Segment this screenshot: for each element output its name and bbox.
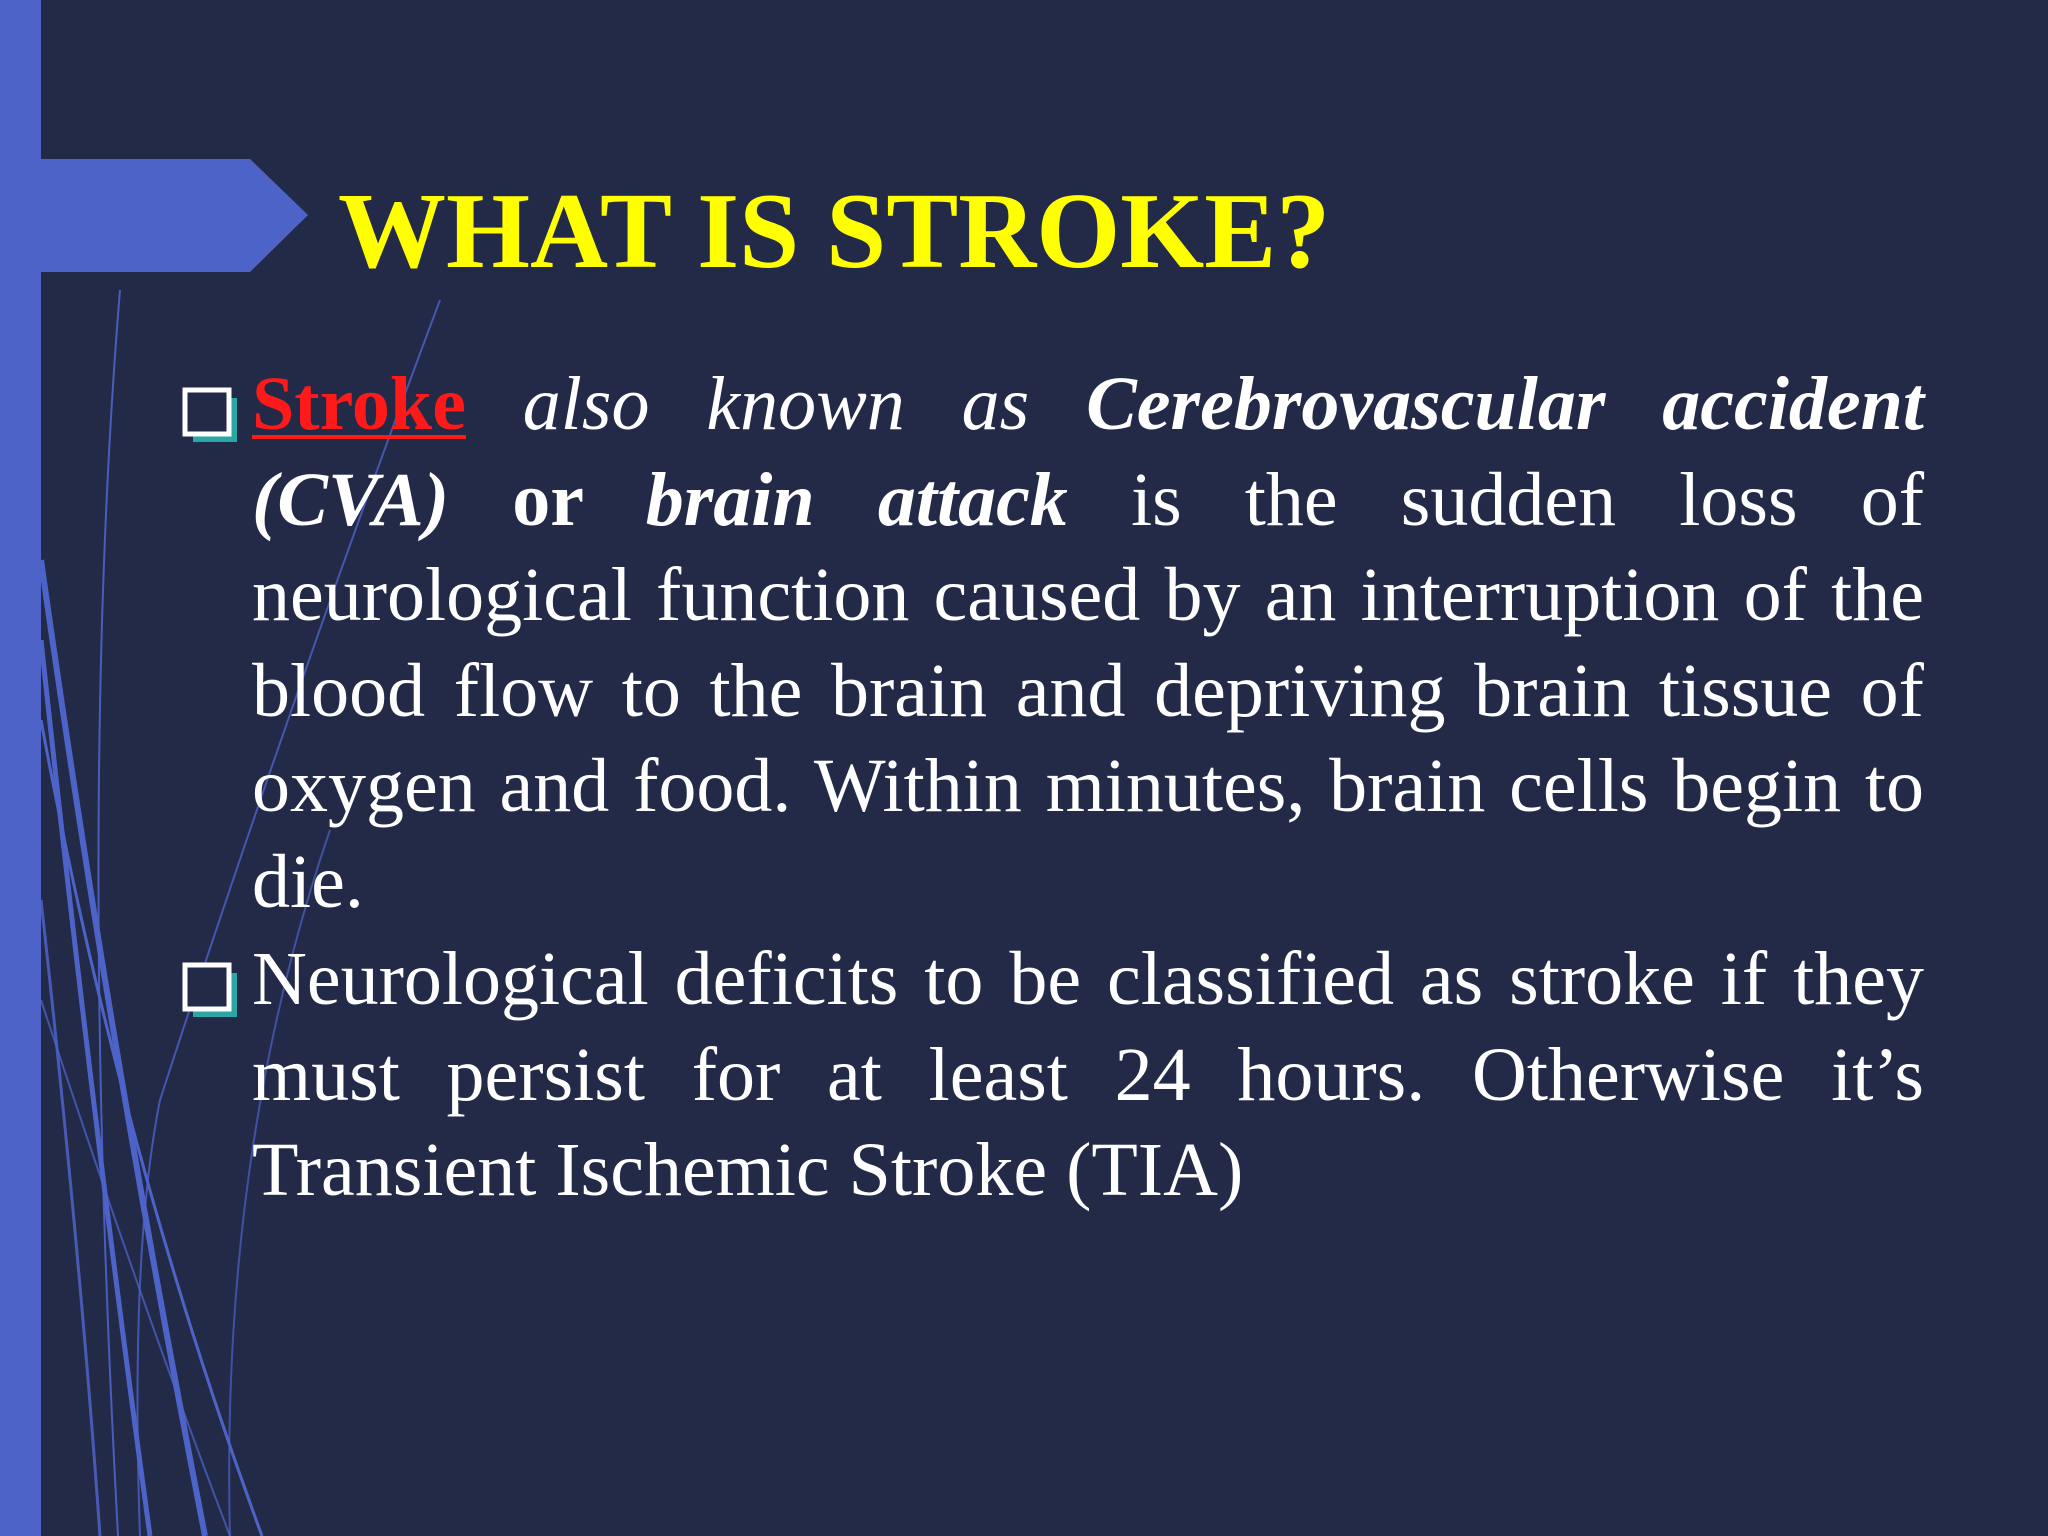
bullet-text-span: also known as	[465, 362, 1087, 446]
bullet-item	[252, 357, 1924, 930]
stroke-term: Stroke	[252, 362, 466, 446]
slide-body	[252, 357, 1924, 1219]
slide-title: WHAT IS STROKE?	[338, 172, 1331, 291]
arrow-banner-icon	[0, 159, 308, 272]
brain-attack-term: brain attack	[645, 457, 1068, 542]
square-bullet-icon	[181, 961, 241, 1021]
bullet-text-span: or	[449, 457, 646, 542]
cva-term: Cerebrovascular accident (CVA)	[252, 362, 1924, 542]
bullet-text: Neurological deficits to be classified as stroke if they must persist for at least 24 hours. Otherwise it’s Transient Ischemic Stroke (TIA)	[252, 937, 1924, 1212]
bullet-item	[252, 932, 1924, 1219]
square-bullet-icon	[181, 386, 241, 446]
bullet-text-span: is the sudden loss of neurological function caused by an interruption of the blood flow to the brain and depriving brain tissue of oxygen and food. Within minutes, brain cells begin to die.	[252, 457, 1924, 924]
